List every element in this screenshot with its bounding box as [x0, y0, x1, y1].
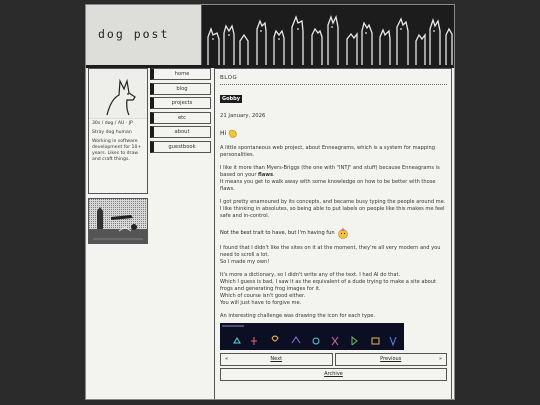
- paragraph-text: I like it more than Myers-Briggs (the one with "INTJ" and stuff) because Enneagrams is based on your: [220, 165, 440, 178]
- site-logo[interactable]: [86, 5, 202, 65]
- logo-text: dog post: [98, 27, 170, 41]
- paragraph-challenge: An interesting challenge was drawing the icon for each type.: [220, 313, 376, 319]
- nav-item-home[interactable]: home: [150, 68, 211, 80]
- enneagram-icons-screenshot[interactable]: [220, 323, 404, 350]
- paragraph-text: Which I guess is bad, I saw it as the equivalent of a dude trying to make a site about frogs and generating frog images for it.: [220, 279, 437, 292]
- dog-silhouettes-illustration: [202, 7, 455, 65]
- next-button[interactable]: [220, 353, 333, 366]
- dithered-scene-image: [89, 199, 147, 243]
- party-face-icon: [337, 227, 349, 239]
- profile-card: [88, 68, 148, 194]
- dog-banner: [202, 5, 455, 65]
- nav-item-about[interactable]: about: [150, 126, 211, 138]
- previous-arrow-icon: »: [438, 356, 442, 362]
- paragraph-dictionary: [220, 272, 447, 307]
- post-date: 21 January, 2026: [220, 113, 266, 119]
- dog-avatar-icon: [89, 69, 147, 119]
- section-title: BLOG: [220, 75, 447, 85]
- previous-label: Previous: [380, 356, 402, 362]
- next-arrow-icon: «: [225, 356, 229, 362]
- paragraph-fun: [220, 227, 447, 239]
- paragraph-text: It's more a dictionary, so I didn't write any of the text. I had AI do that.: [220, 272, 401, 278]
- paragraph-text: So I made my own!: [220, 259, 270, 265]
- pixel-art-picture: [88, 198, 148, 244]
- next-label: Next: [270, 356, 283, 362]
- emphasis-flaws: flaws: [258, 172, 273, 178]
- paragraph-text: Not the best trait to have, but I'm having fun: [220, 230, 335, 236]
- paragraph-sites: [220, 245, 447, 266]
- paragraph-myers-briggs: [220, 165, 447, 193]
- greeting-text: Hi: [220, 130, 227, 137]
- paragraph-text: You will just have to forgive me.: [220, 300, 302, 306]
- paragraph-text: I found that I didn't like the sites on it at the moment, they're all very modern and you need to scroll a lot.: [220, 245, 441, 258]
- avatar: [89, 69, 147, 119]
- blog-post: [214, 68, 452, 400]
- nav-item-projects[interactable]: projects: [150, 97, 211, 109]
- paragraph-text: Which of course isn't good either.: [220, 293, 306, 299]
- profile-meta: 30s / dog / AU · JP: [92, 121, 133, 126]
- profile-bio: Working in software development for 10+ years. Likes to draw and craft things.: [92, 139, 142, 162]
- enneagram-icons-image: [220, 323, 404, 350]
- paragraph-text: It means you get to walk away with some knowledge on how to be better with those flaws.: [220, 179, 436, 192]
- nav-item-blog[interactable]: blog: [150, 83, 211, 95]
- paragraph-text: .: [273, 172, 275, 178]
- paragraph-intro: A little spontaneous web project, about Enneagrams, which is a system for mapping personalities.: [220, 145, 436, 158]
- nav-item-etc[interactable]: etc: [150, 112, 211, 124]
- page: [85, 4, 455, 400]
- archive-button[interactable]: Archive: [220, 368, 447, 381]
- profile-role: Stray dog human: [92, 130, 132, 135]
- site-header: [86, 5, 455, 65]
- greeting: [220, 128, 447, 139]
- nav-item-guestbook[interactable]: guestbook: [150, 141, 211, 153]
- post-tag[interactable]: Gobby: [222, 96, 240, 102]
- waving-hand-icon: [227, 128, 238, 139]
- paragraph-enamoured: I got pretty enamoured by its concepts, and became busy typing the people around me. I like thinking in absolutes, so being able to put labels on people like this makes me feel safe and in-control.: [220, 199, 446, 219]
- previous-button[interactable]: [335, 353, 448, 366]
- site-nav: [150, 68, 211, 156]
- post-pagination: [220, 353, 447, 366]
